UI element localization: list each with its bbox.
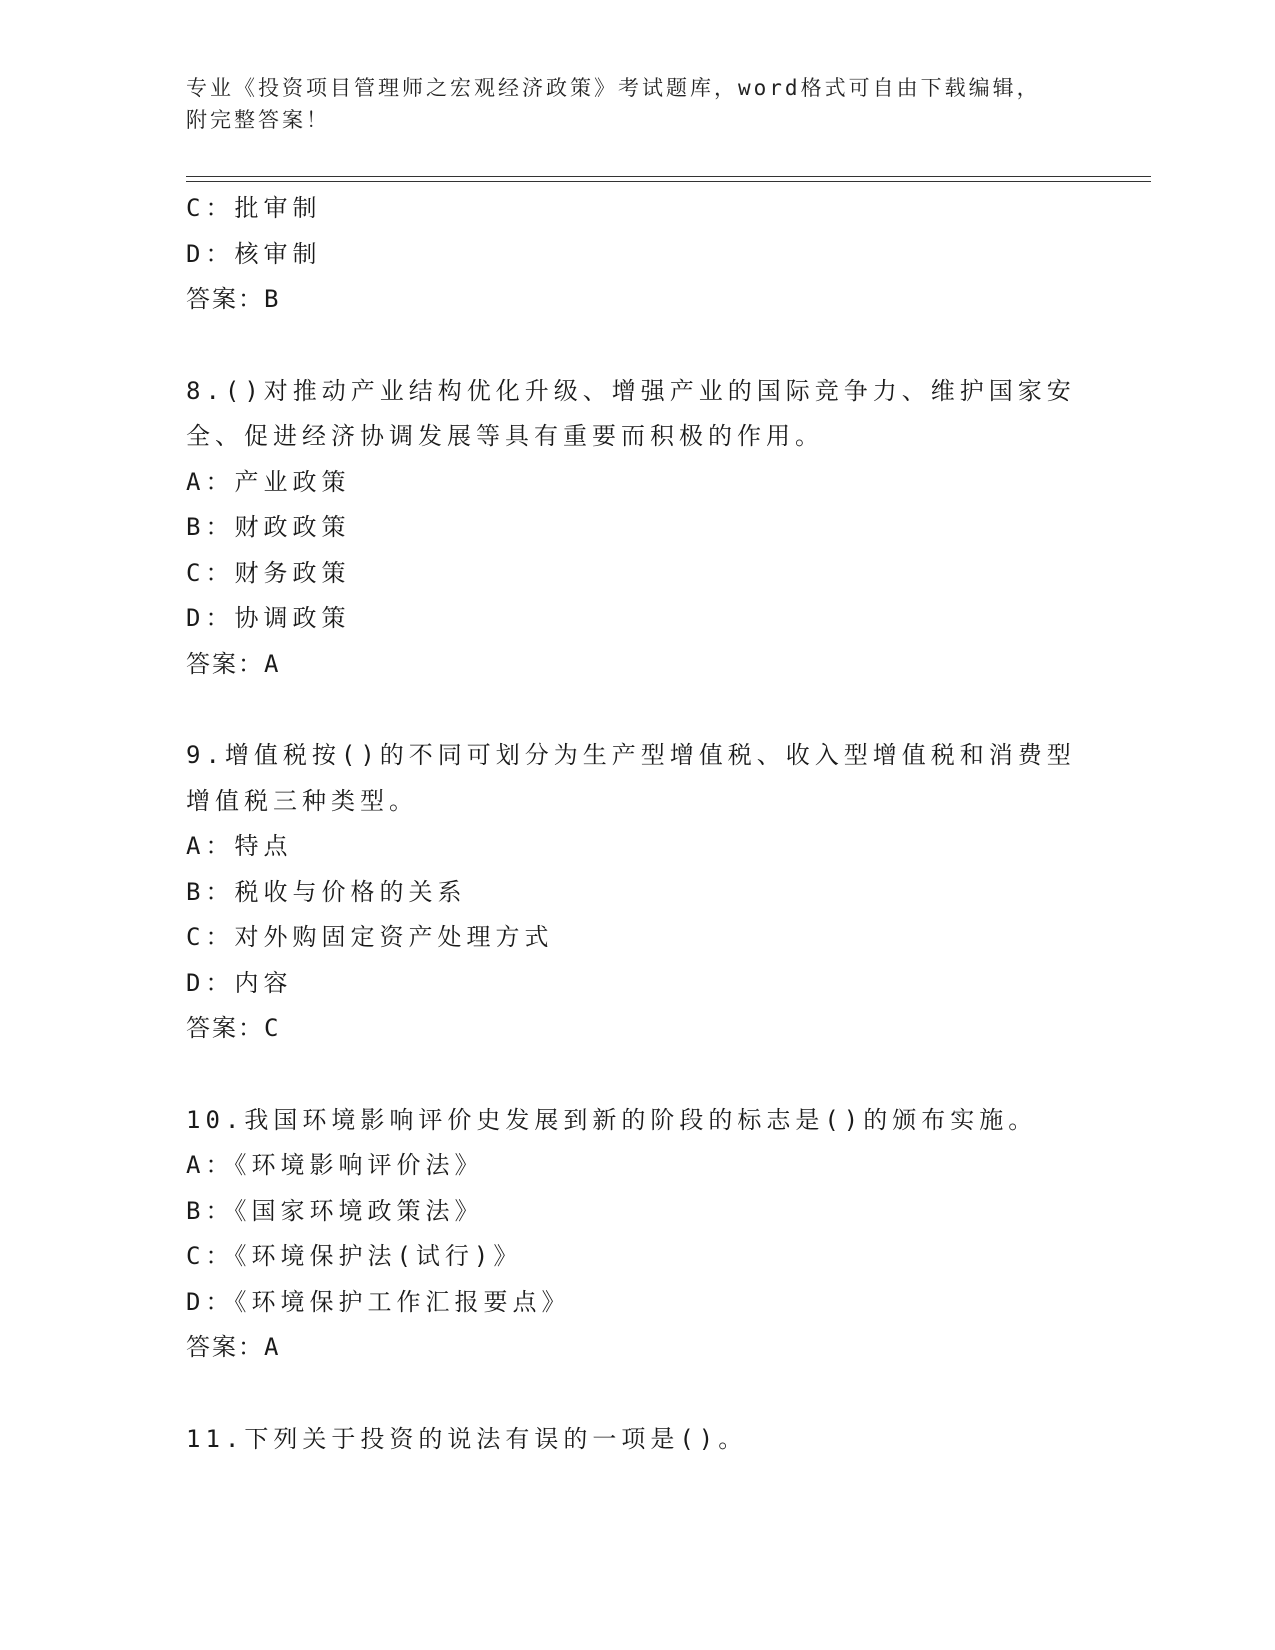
answer-value: B xyxy=(264,285,280,313)
header-line-1: 专业《投资项目管理师之宏观经济政策》考试题库，word格式可自由下载编辑， xyxy=(186,76,1041,100)
answer-label: 答案： xyxy=(186,1014,264,1042)
option-a: A：特点 xyxy=(186,832,293,860)
spacer xyxy=(186,1371,1086,1417)
answer-label: 答案： xyxy=(186,649,264,678)
answer-label: 答案： xyxy=(186,285,264,313)
answer-value: A xyxy=(264,649,280,678)
spacer xyxy=(186,687,1086,733)
option-d: D：协调政策 xyxy=(186,604,351,632)
option-b: B：《国家环境政策法》 xyxy=(186,1196,484,1225)
option-d: D：《环境保护工作汇报要点》 xyxy=(186,1287,571,1316)
question-stem: 10.我国环境影响评价史发展到新的阶段的标志是()的颁布实施。 xyxy=(186,1105,1038,1134)
option-c: C：批审制 xyxy=(186,194,322,222)
option-c: C：财务政策 xyxy=(186,558,351,587)
question-10 xyxy=(186,1098,1086,1371)
option-d: D：内容 xyxy=(186,968,293,997)
answer-value: C xyxy=(264,1014,280,1042)
question-7 xyxy=(186,186,1086,323)
question-11 xyxy=(186,1417,1086,1463)
option-a: A：《环境影响评价法》 xyxy=(186,1151,484,1179)
answer-line xyxy=(186,642,1086,688)
answer-line xyxy=(186,1325,1086,1371)
option-a: A：产业政策 xyxy=(186,467,351,496)
question-8 xyxy=(186,369,1086,688)
question-9 xyxy=(186,733,1086,1052)
question-stem-continued: 增值税三种类型。 xyxy=(186,786,418,815)
option-c: C：对外购固定资产处理方式 xyxy=(186,923,554,951)
question-list xyxy=(186,186,1086,1462)
answer-label: 答案： xyxy=(186,1333,264,1361)
document-header xyxy=(186,72,1066,136)
spacer xyxy=(186,323,1086,369)
header-divider xyxy=(186,176,1151,182)
question-stem: 8.()对推动产业结构优化升级、增强产业的国际竞争力、维护国家安 xyxy=(186,376,1076,405)
question-stem-continued: 全、促进经济协调发展等具有重要而积极的作用。 xyxy=(186,422,824,450)
option-d: D：核审制 xyxy=(186,239,322,268)
header-line-2: 附完整答案！ xyxy=(186,108,330,132)
question-stem: 9.增值税按()的不同可划分为生产型增值税、收入型增值税和消费型 xyxy=(186,741,1076,769)
answer-line xyxy=(186,1006,1086,1052)
answer-line xyxy=(186,277,1086,323)
option-b: B：财政政策 xyxy=(186,513,351,541)
option-c: C：《环境保护法(试行)》 xyxy=(186,1242,523,1270)
question-stem: 11.下列关于投资的说法有误的一项是()。 xyxy=(186,1424,748,1453)
answer-value: A xyxy=(264,1333,280,1361)
option-b: B：税收与价格的关系 xyxy=(186,877,467,906)
spacer xyxy=(186,1052,1086,1098)
